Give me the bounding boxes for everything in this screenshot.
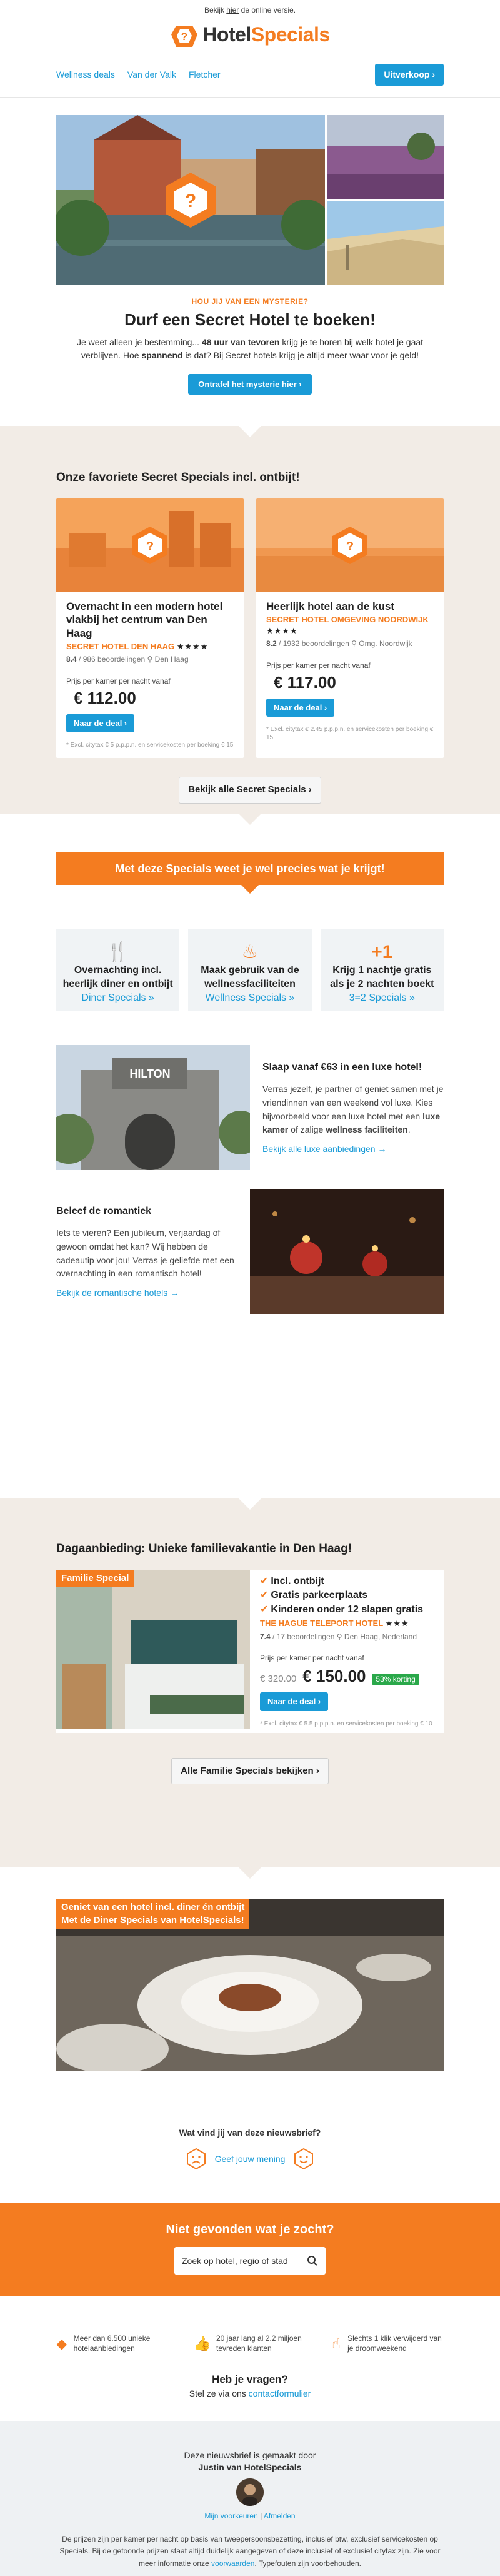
location-pin-icon: ⚲ [147, 655, 153, 664]
day-deal-card[interactable] [56, 1570, 444, 1733]
deal-card[interactable] [56, 498, 244, 758]
special-types [0, 929, 500, 1011]
all-secret-specials-button[interactable]: Bekijk alle Secret Specials › [179, 777, 321, 803]
card-image[interactable] [56, 498, 244, 592]
card-hotel-name: SECRET HOTEL DEN HAAG ★★★★ [66, 641, 209, 651]
made-by-text: Deze nieuwsbrief is gemaakt door [184, 2450, 316, 2461]
logo[interactable] [0, 18, 500, 53]
feature-wellness[interactable]: ♨ Maak gebruik van de wellnessfaciliteiten Wellness Specials » [188, 929, 311, 1011]
logo-icon [170, 21, 199, 49]
mystery-kicker: HOU JIJ VAN EEN MYSTERIE? [191, 297, 309, 306]
card-title[interactable]: Overnacht in een modern hotel vlakbij het centrum van Den Haag [66, 600, 223, 639]
card-hotel-name: SECRET HOTEL OMGEVING NOORDWIJK ★★★★ [266, 615, 429, 635]
card-reviews: 8.2 / 1932 beoordelingen ⚲ Omg. Noordwijk [266, 639, 412, 649]
feedback-section [0, 2071, 500, 2170]
hero-images [0, 98, 500, 285]
specials-section [0, 814, 500, 1498]
romance-title: Beleef de romantiek [56, 1205, 152, 1216]
star-rating: ★★★ [385, 1619, 409, 1629]
deal-reviews: 7.4 / 17 beoordelingen ⚲ Den Haag, Nederland [260, 1632, 417, 1641]
usp-item: 👍 20 jaar lang al 2.2 miljoen tevreden klanten [194, 2334, 302, 2353]
terms-link[interactable]: voorwaarden [211, 2558, 255, 2568]
author-name: Justin van HotelSpecials [198, 2462, 302, 2473]
contact-form-link[interactable]: contactformulier [248, 2388, 311, 2399]
diner-banner-text: Geniet van een hotel incl. diner én ontbijt Met de Diner Specials van HotelSpecials! [56, 1899, 249, 1929]
to-deal-button[interactable]: Naar de deal › [266, 699, 334, 717]
nav-fletcher[interactable]: Fletcher [189, 69, 221, 80]
price-label: Prijs per kamer per nacht vanaf [260, 1653, 364, 1662]
secret-specials-title: Onze favoriete Secret Specials incl. ontbijt! [56, 471, 300, 485]
hero-side-images [328, 115, 444, 285]
romance-text: Iets te vieren? Een jubileum, verjaardag of gewoon omdat het kan? Wij hebben de cadeautip voor jou! Verras je geliefde met een overnachting in een romantisch hotel! [56, 1228, 234, 1279]
day-deal-section [0, 1498, 500, 1867]
check-icon: ✔ [260, 1576, 269, 1587]
search-title: Niet gevonden wat je zocht? [166, 2223, 334, 2237]
luxury-block [0, 1045, 500, 1170]
check-icon: ✔ [260, 1590, 269, 1601]
usp-item: ◆ Meer dan 6.500 unieke hotelaanbiedingen [56, 2334, 151, 2353]
to-deal-button[interactable]: Naar de deal › [260, 1692, 328, 1711]
logo-text: HotelSpecials [202, 23, 330, 46]
deal-fine-print: * Excl. citytax € 5.5 p.p.p.n. en servicekosten per boeking € 10 [260, 1720, 432, 1727]
usp-item: ☝ Slechts 1 klik verwijderd van je droomweekend [332, 2334, 442, 2353]
mystery-text: Je weet alleen je bestemming... 48 uur van tevoren krijg je te horen bij welk hotel je gaat verblijven. Hoe spannend is dat? Bij Secret hotels krijg je altijd meer waar voor je geld! [76, 337, 424, 360]
unsubscribe-link[interactable]: Afmelden [263, 2512, 296, 2521]
plus-one-icon: +1 [371, 942, 393, 963]
thumbs-up-icon: 👍 [194, 2335, 211, 2351]
svg-text:HILTON: HILTON [129, 1068, 171, 1081]
diner-specials-banner[interactable] [56, 1899, 444, 2071]
card-image[interactable] [256, 498, 444, 592]
wellness-specials-link[interactable]: Wellness Specials » [205, 992, 295, 1003]
secret-specials-section [0, 426, 500, 814]
day-deal-title: Dagaanbieding: Unieke familievakantie in Den Haag! [56, 1542, 352, 1556]
candles-photo[interactable] [250, 1189, 444, 1314]
footer: Deze nieuwsbrief is gemaakt door Justin van HotelSpecials Mijn voorkeuren | Afmelden De prijzen zijn per kamer per nacht op basis van tweepersoonsbezetting, inclusief btw, exclusief servicekosten op Specials. Bij de getoonde prijzen staat altijd duidelijk aangegeven of deze inclusief of exclusief citytax zijn. Zie voor meer informatie onze voorwaarden. Typefouten zijn voorbehouden. [0, 2421, 500, 2576]
discount-badge: 53% korting [372, 1674, 419, 1685]
online-version-note: Bekijk hier de online versie. [204, 6, 296, 14]
svg-text:?: ? [346, 540, 354, 554]
card-fine-print: * Excl. citytax € 2.45 p.p.p.n. en servicekosten per boeking € 15 [266, 726, 434, 742]
card-price: € 112.00 [74, 688, 136, 707]
svg-text:?: ? [181, 31, 188, 43]
search-section [0, 2203, 500, 2296]
star-rating: ★★★★ [176, 641, 209, 651]
mystery-badge-icon [130, 525, 170, 565]
family-special-tag: Familie Special [56, 1570, 134, 1587]
hero-main-image[interactable] [56, 115, 325, 285]
deal-price: € 150.00 [302, 1667, 366, 1686]
card-price: € 117.00 [274, 672, 336, 692]
old-price: € 320.00 [260, 1674, 297, 1685]
romance-link[interactable]: Bekijk de romantische hotels → [56, 1288, 179, 1298]
online-version-link[interactable]: hier [226, 6, 239, 14]
avatar [236, 2478, 264, 2506]
feature-3-for-2[interactable]: +1 Krijg 1 nachtje gratis als je 2 nachten boekt 3=2 Specials » [321, 929, 444, 1011]
mystery-badge-icon [162, 171, 219, 229]
card-title[interactable]: Heerlijk hotel aan de kust [266, 600, 395, 613]
hilton-hotel-photo[interactable] [56, 1045, 250, 1170]
sale-button[interactable]: Uitverkoop › [375, 64, 444, 86]
luxury-link[interactable]: Bekijk alle luxe aanbiedingen → [262, 1144, 387, 1154]
deal-hotel-name[interactable]: THE HAGUE TELEPORT HOTEL ★★★ [260, 1619, 409, 1629]
mystery-title: Durf een Secret Hotel te boeken! [124, 310, 376, 330]
mystery-badge-icon [330, 525, 370, 565]
3-for-2-specials-link[interactable]: 3=2 Specials » [349, 992, 416, 1003]
sad-face-icon[interactable] [185, 2148, 208, 2170]
tag-icon: ◆ [56, 2335, 68, 2351]
price-label: Prijs per kamer per nacht vanaf [66, 676, 171, 685]
price-label: Prijs per kamer per nacht vanaf [266, 660, 371, 670]
happy-face-icon[interactable] [292, 2148, 315, 2170]
legal-text: De prijzen zijn per kamer per nacht op basis van tweepersoonsbezetting, inclusief btw, exclusief servicekosten op Specials. Bij de getoonde prijzen staat altijd duidelijk aangegeven of deze inclusief of exclusief citytax zijn. Zie voor meer informatie onze voorwaarden. Typefouten zijn voorbehouden. [59, 2535, 441, 2568]
luxury-title: Slaap vanaf €63 in een luxe hotel! [262, 1061, 422, 1073]
check-icon: ✔ [260, 1604, 269, 1615]
help-section: Heb je vragen? Stel ze via ons contactformulier [0, 2354, 500, 2400]
secret-cards [0, 498, 500, 758]
location-pin-icon: ⚲ [336, 1632, 342, 1641]
heath-landscape-photo[interactable] [328, 115, 444, 199]
search-input[interactable]: Zoek op hotel, regio of stad [174, 2247, 326, 2275]
card-reviews: 8.4 / 986 beoordelingen ⚲ Den Haag [66, 655, 189, 664]
location-pin-icon: ⚲ [351, 639, 357, 649]
click-icon: ☝ [332, 2335, 341, 2351]
diner-specials-link[interactable]: Diner Specials » [81, 992, 154, 1003]
specials-banner: Met deze Specials weet je wel precies wat je krijgt! [56, 852, 444, 885]
pool-icon: ♨ [241, 942, 259, 963]
top-navigation [0, 53, 500, 98]
svg-text:?: ? [146, 540, 154, 554]
search-icon[interactable] [307, 2255, 318, 2266]
deal-inclusions: ✔ Incl. ontbijt ✔ Gratis parkeerplaats ✔ Kinderen onder 12 slapen gratis [260, 1576, 424, 1615]
feature-diner[interactable]: 🍴 Overnachting incl. heerlijk diner en ontbijt Diner Specials » [56, 929, 179, 1011]
romance-block [0, 1189, 500, 1314]
help-title: Heb je vragen? [212, 2373, 288, 2385]
mystery-button[interactable]: Ontrafel het mysterie hier › [188, 374, 311, 395]
nav-wellness-deals[interactable]: Wellness deals [56, 69, 115, 80]
luxury-text: Verras jezelf, je partner of geniet samen met je vriendinnen van een weekend vol luxe. Kies bijvoorbeeld voor een luxe hotel met een luxe kamer of zalige wellness faciliteiten. [262, 1084, 444, 1135]
card-fine-print: * Excl. citytax € 5 p.p.p.n. en servicekosten per boeking € 15 [66, 742, 234, 749]
to-deal-button[interactable]: Naar de deal › [66, 714, 134, 733]
preferences-link[interactable]: Mijn voorkeuren [204, 2512, 258, 2521]
hotel-room-photo [56, 1570, 250, 1729]
give-feedback-link[interactable]: Geef jouw mening [214, 2153, 286, 2164]
star-rating: ★★★★ [266, 625, 298, 635]
nav-van-der-valk[interactable]: Van der Valk [127, 69, 176, 80]
feedback-question: Wat vind jij van deze nieuwsbrief? [179, 2128, 321, 2138]
deal-card[interactable] [256, 498, 444, 758]
svg-text:?: ? [184, 191, 197, 211]
usp-row [0, 2296, 500, 2353]
mystery-section [0, 285, 500, 426]
dune-beach-photo[interactable] [328, 201, 444, 285]
day-deal-image[interactable] [56, 1570, 250, 1729]
fork-knife-icon: 🍴 [106, 942, 130, 963]
all-family-specials-button[interactable]: Alle Familie Specials bekijken › [171, 1758, 329, 1784]
